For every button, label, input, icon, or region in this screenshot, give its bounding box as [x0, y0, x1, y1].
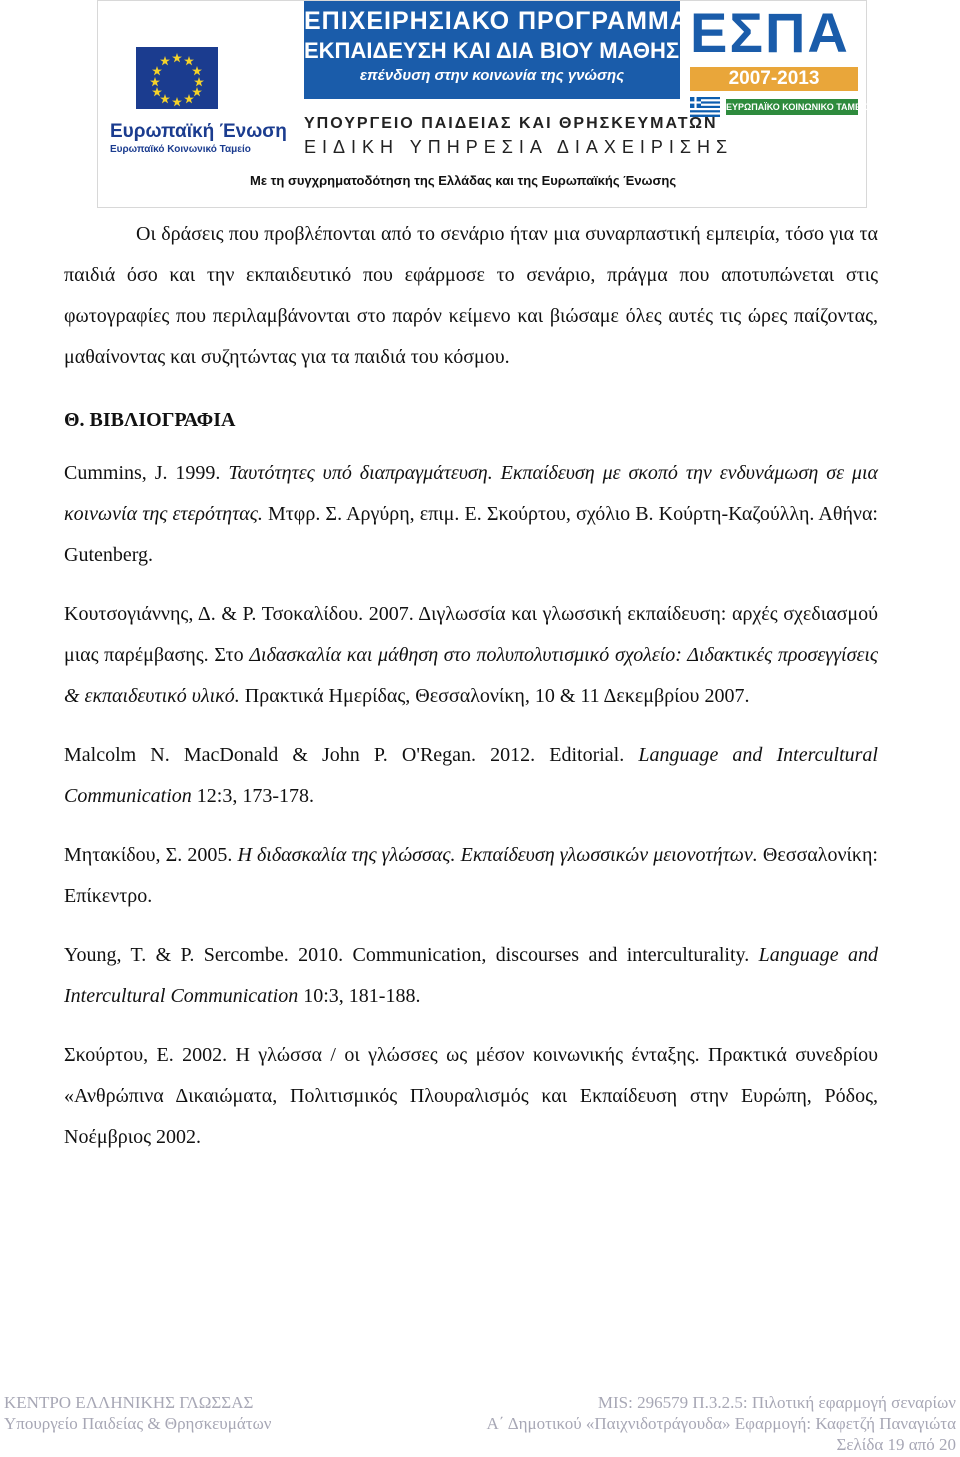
- service-name: ΕΙΔΙΚΗ ΥΠΗΡΕΣΙΑ ΔΙΑΧΕΙΡΙΣΗΣ: [304, 137, 734, 157]
- page-footer: [0, 1392, 960, 1452]
- reference-item: Σκούρτου, Ε. 2002. Η γλώσσα / οι γλώσσες ως μέσον κοινωνικής ένταξης. Πρακτικά συνεδρίου «Ανθρώπινα Δικαιώματα, Πολιτισμικός Πλουραλισμός και Εκπαίδευση στην Ευρώπη, Ρόδος, Νοέμβριος 2002.: [64, 1044, 878, 1148]
- espa-years: 2007-2013: [690, 67, 858, 91]
- espa-fund: ΕΥΡΩΠΑΪΚΟ ΚΟΙΝΩΝΙΚΟ ΤΑΜΕΙΟ: [726, 99, 858, 115]
- eu-subtitle: Ευρωπαϊκό Κοινωνικό Ταμείο: [110, 144, 251, 155]
- espa-word: ΕΣΠΑ: [690, 1, 850, 64]
- program-tagline: επένδυση στην κοινωνία της γνώσης: [359, 67, 625, 84]
- footer-application: Α΄ Δημοτικού «Παιχνιδοτράγουδα» Εφαρμογή: Καφετζή Παναγιώτα: [486, 1414, 956, 1433]
- program-subtitle: ΕΚΠΑΙΔΕΥΣΗ ΚΑΙ ΔΙΑ ΒΙΟΥ ΜΑΘΗΣΗ: [304, 38, 695, 63]
- greek-flag-icon: [690, 97, 720, 117]
- reference-item: Malcolm N. MacDonald & John P. O'Regan. 2012. Editorial. Language and Intercultural Communication 12:3, 173-178.: [64, 744, 878, 807]
- ministry-name: ΥΠΟΥΡΓΕΙΟ ΠΑΙΔΕΙΑΣ ΚΑΙ ΘΡΗΣΚΕΥΜΑΤΩΝ: [304, 115, 718, 132]
- footer-right: [486, 1392, 956, 1455]
- eu-flag-icon: [136, 47, 218, 109]
- espa-logo: [684, 1, 871, 129]
- section-heading: Θ. ΒΙΒΛΙΟΓΡΑΦΙΑ: [64, 409, 236, 431]
- header-banner: [97, 0, 871, 208]
- page-number: Σελίδα 19 από 20: [836, 1435, 956, 1454]
- eu-logo: [110, 47, 287, 155]
- eu-title: Ευρωπαϊκή Ένωση: [110, 121, 287, 142]
- footer-org: ΚΕΝΤΡΟ ΕΛΛΗΝΙΚΗΣ ΓΛΩΣΣΑΣ: [4, 1393, 254, 1412]
- footer-project: MIS: 296579 Π.3.2.5: Πιλοτική εφαρμογή σεναρίων: [597, 1393, 956, 1412]
- program-title: ΕΠΙΧΕΙΡΗΣΙΑΚΟ ΠΡΟΓΡΑΜΜΑ: [304, 7, 689, 35]
- program-logo: [304, 1, 695, 99]
- document-body: [64, 214, 878, 1158]
- reference-item: Κουτσογιάννης, Δ. & Ρ. Τσοκαλίδου. 2007. Διγλωσσία και γλωσσική εκπαίδευση: αρχές σχεδιασμού μιας παρέμβασης. Στο Διδασκαλία και μάθηση στο πολυπολυτισμικό σχολείο: Διδακτικές προσεγγίσεις & εκπαιδευτικό υλικό. Πρακτικά Ημερίδας, Θεσσαλονίκη, 10 & 11 Δεκεμβρίου 2007.: [64, 603, 879, 707]
- reference-item: Cummins, J. 1999. Ταυτότητες υπό διαπραγμάτευση. Εκπαίδευση με σκοπό την ενδυνάμωση σε μια κοινωνία της ετερότητας. Μτφρ. Σ. Αργύρη, επιμ. Ε. Σκούρτου, σχόλιο Β. Κούρτη-Καζούλλη. Αθήνα: Gutenberg.: [64, 462, 878, 566]
- cofunding-note: Με τη συγχρηματοδότηση της Ελλάδας και της Ευρωπαϊκής Ένωσης: [250, 173, 677, 188]
- footer-ministry: Υπουργείο Παιδείας & Θρησκευμάτων: [4, 1414, 272, 1433]
- reference-item: Μητακίδου, Σ. 2005. Η διδασκαλία της γλώσσας. Εκπαίδευση γλωσσικών μειονοτήτων. Θεσσαλονίκη: Επίκεντρο.: [64, 844, 878, 907]
- footer-left: [4, 1392, 271, 1434]
- closing-paragraph: Οι δράσεις που προβλέπονται από το σενάριο ήταν μια συναρπαστική εμπειρία, τόσο για τα παιδιά όσο και την εκπαιδευτικό που εφάρμοσε το σενάριο, πράγμα που αποτυπώνεται στις φωτογραφίες που περιλαμβάνονται στο παρόν κείμενο και βιώσαμε όλες αυτές τις ώρες παίζοντας, μαθαίνοντας και συζητώντας για τα παιδιά του κόσμου.: [64, 223, 878, 368]
- reference-item: Young, T. & P. Sercombe. 2010. Communication, discourses and interculturality. Language and Intercultural Communication 10:3, 181-188.: [64, 944, 878, 1007]
